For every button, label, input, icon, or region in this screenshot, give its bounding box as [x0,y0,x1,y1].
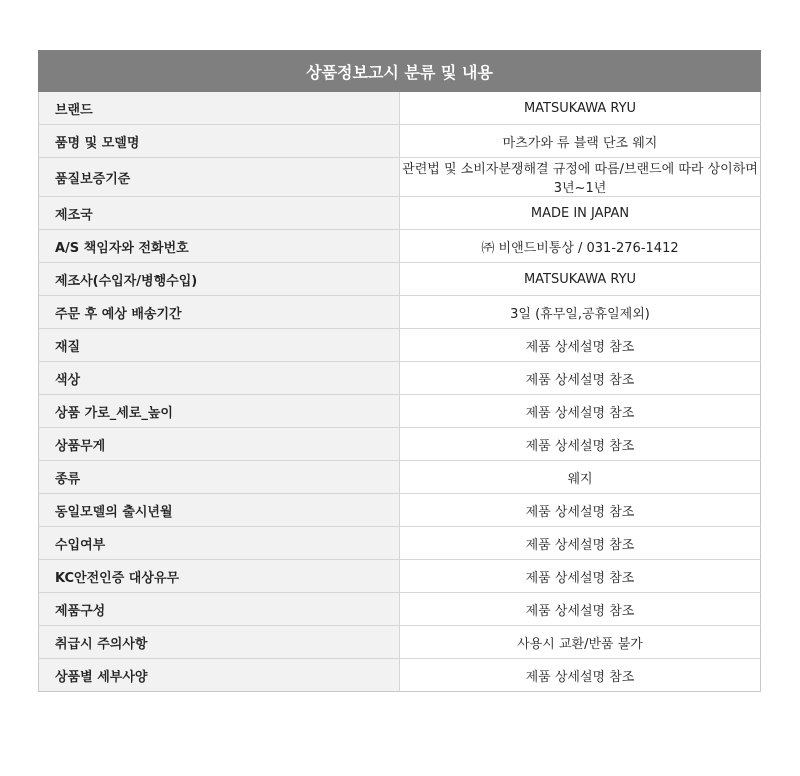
table-row [39,296,761,329]
table-row [39,125,761,158]
table-row [39,230,761,263]
row-value: 마츠가와 류 블랙 단조 웨지 [400,125,761,158]
row-value: 제품 상세설명 참조 [400,494,761,527]
row-label: 종류 [39,461,400,494]
product-info-table [38,50,761,692]
row-label: KC안전인증 대상유무 [39,560,400,593]
row-label: 동일모델의 출시년월 [39,494,400,527]
row-label: 제조국 [39,197,400,230]
row-value: 제품 상세설명 참조 [400,329,761,362]
row-value: ㈜ 비앤드비통상 / 031-276-1412 [400,230,761,263]
table-title: 상품정보고시 분류 및 내용 [39,51,761,92]
row-value: 제품 상세설명 참조 [400,395,761,428]
table-row [39,158,761,197]
row-label: 품명 및 모델명 [39,125,400,158]
row-label: 상품무게 [39,428,400,461]
table-row [39,560,761,593]
row-value: MATSUKAWA RYU [400,263,761,296]
row-value: MATSUKAWA RYU [400,92,761,125]
row-value: 제품 상세설명 참조 [400,560,761,593]
row-label: 상품 가로_세로_높이 [39,395,400,428]
table-row [39,395,761,428]
table-row [39,461,761,494]
row-value: 제품 상세설명 참조 [400,428,761,461]
row-value: 제품 상세설명 참조 [400,527,761,560]
table-row [39,626,761,659]
row-value: MADE IN JAPAN [400,197,761,230]
table-row [39,197,761,230]
row-value: 제품 상세설명 참조 [400,362,761,395]
row-label: A/S 책임자와 전화번호 [39,230,400,263]
row-label: 제품구성 [39,593,400,626]
table-row [39,593,761,626]
row-value: 사용시 교환/반품 불가 [400,626,761,659]
row-label: 수입여부 [39,527,400,560]
row-label: 재질 [39,329,400,362]
row-value: 제품 상세설명 참조 [400,659,761,692]
row-label: 색상 [39,362,400,395]
table-row [39,92,761,125]
table-row [39,263,761,296]
table-row [39,362,761,395]
row-label: 브랜드 [39,92,400,125]
row-value: 3일 (휴무일,공휴일제외) [400,296,761,329]
table-row [39,494,761,527]
table-row [39,329,761,362]
table-header-row [39,51,761,92]
row-label: 제조사(수입자/병행수입) [39,263,400,296]
row-value: 웨지 [400,461,761,494]
table-row [39,659,761,692]
row-value: 제품 상세설명 참조 [400,593,761,626]
row-label: 주문 후 예상 배송기간 [39,296,400,329]
row-label: 품질보증기준 [39,158,400,197]
row-label: 상품별 세부사양 [39,659,400,692]
table-row [39,428,761,461]
row-label: 취급시 주의사항 [39,626,400,659]
row-value: 관련법 및 소비자분쟁해결 규정에 따름/브랜드에 따라 상이하며 3년~1년 [400,158,761,197]
table-row [39,527,761,560]
